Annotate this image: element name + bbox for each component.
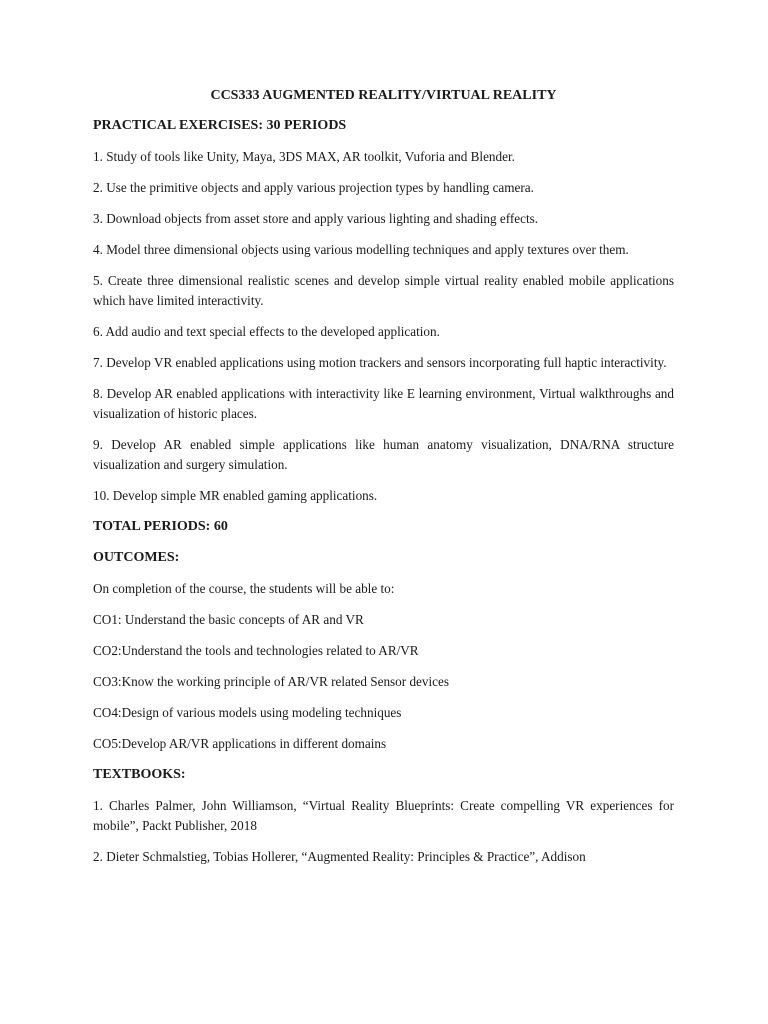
exercise-item: 6. Add audio and text special effects to the developed application. — [93, 324, 440, 339]
exercise-item: 3. Download objects from asset store and apply various lighting and shading effects. — [93, 211, 539, 226]
exercise-item: 9. Develop AR enabled simple applications like human anatomy visualization, DNA/RNA structure visualization and surgery simulation. — [93, 437, 674, 472]
practical-exercises-heading: PRACTICAL EXERCISES: 30 PERIODS — [93, 118, 347, 133]
outcome-list — [93, 610, 674, 754]
textbook-list — [93, 796, 674, 867]
outcome-item: CO1: Understand the basic concepts of AR and VR — [93, 612, 364, 627]
outcome-item: CO5:Develop AR/VR applications in different domains — [93, 736, 387, 751]
document-page — [93, 86, 674, 878]
exercise-item: 10. Develop simple MR enabled gaming applications. — [93, 488, 378, 503]
outcome-item: CO2:Understand the tools and technologies related to AR/VR — [93, 643, 419, 658]
outcome-item: CO4:Design of various models using modeling techniques — [93, 705, 402, 720]
outcome-item: CO3:Know the working principle of AR/VR related Sensor devices — [93, 674, 449, 689]
exercise-item: 4. Model three dimensional objects using various modelling techniques and apply textures over them. — [93, 242, 629, 257]
textbook-item: 1. Charles Palmer, John Williamson, “Virtual Reality Blueprints: Create compelling VR experiences for mobile”, Packt Publisher, 2018 — [93, 798, 674, 833]
exercise-item: 5. Create three dimensional realistic scenes and develop simple virtual reality enabled mobile applications which have limited interactivity. — [93, 273, 674, 308]
course-title: CCS333 AUGMENTED REALITY/VIRTUAL REALITY — [210, 88, 557, 103]
outcomes-intro: On completion of the course, the students will be able to: — [93, 581, 395, 596]
exercise-item: 2. Use the primitive objects and apply various projection types by handling camera. — [93, 180, 534, 195]
exercise-item: 8. Develop AR enabled applications with interactivity like E learning environment, Virtual walkthroughs and visualization of historic places. — [93, 386, 674, 421]
outcomes-heading: OUTCOMES: — [93, 550, 180, 565]
textbooks-heading: TEXTBOOKS: — [93, 767, 186, 782]
exercise-list — [93, 147, 674, 506]
total-periods-heading: TOTAL PERIODS: 60 — [93, 519, 228, 534]
exercise-item: 7. Develop VR enabled applications using motion trackers and sensors incorporating full haptic interactivity. — [93, 355, 667, 370]
textbook-item: 2. Dieter Schmalstieg, Tobias Hollerer, “Augmented Reality: Principles & Practice”, Addison — [93, 849, 586, 864]
exercise-item: 1. Study of tools like Unity, Maya, 3DS MAX, AR toolkit, Vuforia and Blender. — [93, 149, 515, 164]
